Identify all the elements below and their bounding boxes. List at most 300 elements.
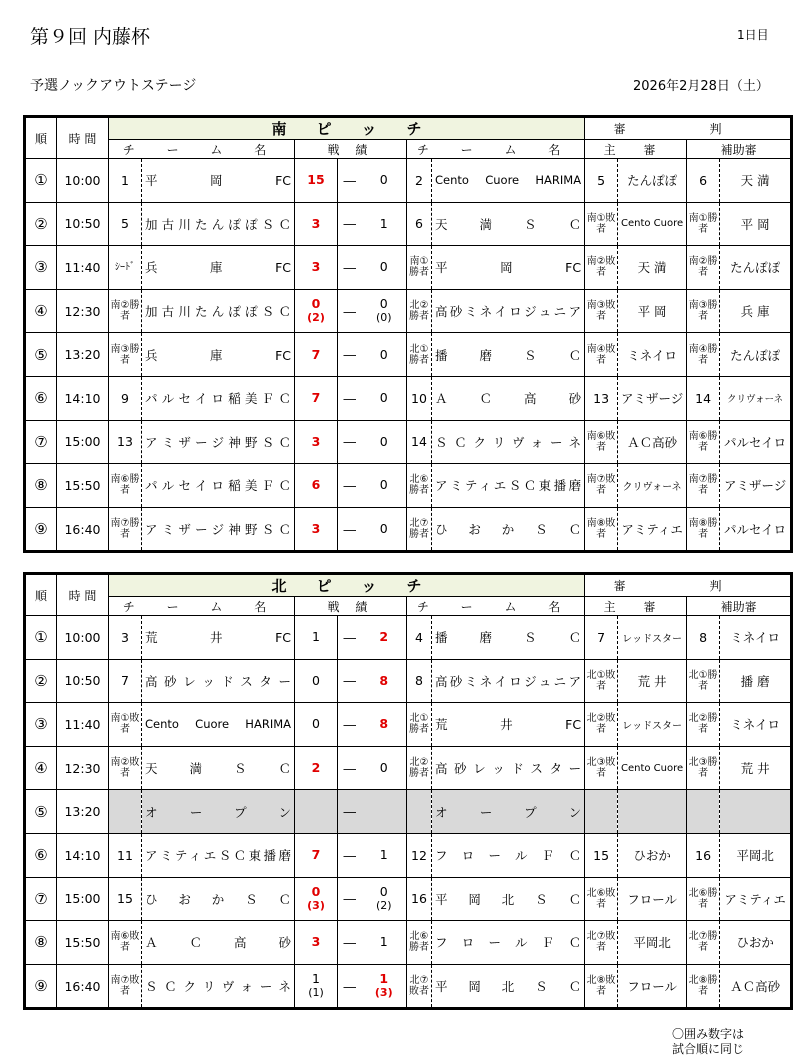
pitch-name: 北 ピ ッ チ [109, 575, 585, 597]
team1-goals: 3 [311, 259, 321, 275]
result-dash: ― [338, 507, 362, 551]
match-order: ④ [26, 746, 57, 790]
team1-name: ひおかＳＣ [142, 877, 295, 921]
referee-seed: 北①敗者 [585, 659, 618, 703]
team2-name: 播磨ＳＣ [432, 333, 585, 377]
match-row [26, 202, 791, 246]
team2-goals: 0 [379, 346, 388, 362]
team1-seed: ｼｰﾄﾞ [109, 246, 142, 290]
team2-name: 荒井FC [432, 703, 585, 747]
assistant-team: 平岡北 [720, 833, 791, 877]
team1-goals: 1 [312, 971, 320, 987]
match-order: ⑨ [26, 964, 57, 1008]
referee-seed: 北⑥敗者 [585, 877, 618, 921]
match-order: ⑨ [26, 507, 57, 551]
team2-seed: 8 [407, 659, 432, 703]
referee-team: アミザージ [618, 376, 687, 420]
match-time: 13:20 [57, 790, 109, 834]
col-team-1: チ ー ム 名 [109, 140, 295, 159]
assistant-seed [687, 790, 720, 834]
assistant-team: 荒 井 [720, 746, 791, 790]
referee-seed: 南①敗者 [585, 202, 618, 246]
referee-seed: 15 [585, 833, 618, 877]
result-dash: ― [338, 877, 362, 921]
team1-name: アミザージ神野ＳＣ [142, 420, 295, 464]
north-pitch-schedule [25, 574, 791, 1008]
referee-team [618, 790, 687, 834]
team2-goals: 0 [379, 760, 388, 776]
team2-name: Cento Cuore HARIMA [432, 159, 585, 203]
team2-seed: 12 [407, 833, 432, 877]
result-dash: ― [338, 659, 362, 703]
team1-goals: 7 [311, 390, 321, 406]
team2-goals: 0 [379, 259, 388, 275]
team2-name: 天満ＳＣ [432, 202, 585, 246]
team2-score [362, 159, 407, 203]
referee-team: レッドスター [618, 703, 687, 747]
team2-name: 平岡FC [432, 246, 585, 290]
assistant-team: たんぽぽ [720, 333, 791, 377]
col-order: 順 [26, 118, 57, 159]
team1-seed: 南⑥勝者 [109, 464, 142, 508]
result-dash: ― [338, 790, 362, 834]
team1-score [295, 289, 338, 333]
team2-goals: 1 [379, 215, 388, 231]
team2-name: フロールＦＣ [432, 833, 585, 877]
assistant-team: 兵 庫 [720, 289, 791, 333]
match-time: 14:10 [57, 833, 109, 877]
team1-score [295, 921, 338, 965]
team2-seed: 北②勝者 [407, 289, 432, 333]
col-referee: 審 判 [585, 118, 791, 140]
match-row [26, 333, 791, 377]
team2-seed: 2 [407, 159, 432, 203]
footnote: 〇囲み数字は 試合順に同じ [672, 1027, 745, 1056]
team1-seed: 南②勝者 [109, 289, 142, 333]
team1-score [295, 659, 338, 703]
match-time: 13:20 [57, 333, 109, 377]
team1-score [295, 964, 338, 1008]
assistant-seed: 北⑥勝者 [687, 877, 720, 921]
team1-score [295, 790, 338, 834]
referee-seed: 南⑧敗者 [585, 507, 618, 551]
referee-team: Cento Cuore [618, 202, 687, 246]
result-dash: ― [338, 376, 362, 420]
team1-goals: 0 [311, 883, 321, 899]
referee-seed: 南③敗者 [585, 289, 618, 333]
match-row [26, 464, 791, 508]
assistant-team: パルセイロ [720, 420, 791, 464]
team1-seed: 南⑥敗者 [109, 921, 142, 965]
col-result: 戦 績 [295, 597, 407, 616]
team1-seed [109, 790, 142, 834]
team1-score [295, 159, 338, 203]
team2-name: 播磨ＳＣ [432, 616, 585, 660]
team1-name: 平岡FC [142, 159, 295, 203]
team1-seed: 南⑦敗者 [109, 964, 142, 1008]
result-dash: ― [338, 289, 362, 333]
referee-seed: 北⑧敗者 [585, 964, 618, 1008]
referee-team: ＡＣ高砂 [618, 420, 687, 464]
team2-name: ＡＣ高砂 [432, 376, 585, 420]
col-team-2: チ ー ム 名 [407, 597, 585, 616]
team2-score [362, 703, 407, 747]
assistant-seed: 南⑥勝者 [687, 420, 720, 464]
referee-team: ミネイロ [618, 333, 687, 377]
team1-goals: 0 [312, 716, 320, 732]
team1-goals: 7 [311, 847, 321, 863]
team2-seed: 北②勝者 [407, 746, 432, 790]
assistant-seed: 北②勝者 [687, 703, 720, 747]
match-row [26, 790, 791, 834]
team1-name: 荒井FC [142, 616, 295, 660]
team2-seed [407, 790, 432, 834]
result-dash: ― [338, 746, 362, 790]
referee-seed: 北②敗者 [585, 703, 618, 747]
team2-seed: 北①勝者 [407, 703, 432, 747]
referee-team: 平 岡 [618, 289, 687, 333]
match-time: 12:30 [57, 746, 109, 790]
team2-seed: 14 [407, 420, 432, 464]
match-order: ⑧ [26, 921, 57, 965]
assistant-team: 播 磨 [720, 659, 791, 703]
day-label: 1日目 [737, 28, 769, 42]
team1-goals: 0 [312, 672, 320, 688]
match-time: 16:40 [57, 964, 109, 1008]
team2-pk: (0) [375, 311, 392, 325]
assistant-seed: 南④勝者 [687, 333, 720, 377]
assistant-seed: 北①勝者 [687, 659, 720, 703]
team2-score [362, 246, 407, 290]
team2-goals: 2 [379, 629, 389, 645]
match-time: 14:10 [57, 376, 109, 420]
assistant-seed: 8 [687, 616, 720, 660]
team2-score [362, 464, 407, 508]
document-title: 第９回 内藤杯 [30, 26, 151, 48]
stage-label: 予選ノックアウトステージ [30, 78, 197, 94]
team2-goals: 0 [379, 521, 388, 537]
result-dash: ― [338, 921, 362, 965]
team1-goals: 15 [307, 172, 325, 188]
match-row [26, 877, 791, 921]
team1-seed: 南⑦勝者 [109, 507, 142, 551]
team2-name: 高砂レッドスター [432, 746, 585, 790]
date-label: 2026年2月28日（土） [633, 79, 769, 94]
col-team-1: チ ー ム 名 [109, 597, 295, 616]
team2-name: アミティエＳＣ東播磨 [432, 464, 585, 508]
team2-goals: 8 [379, 672, 389, 688]
team2-score [362, 790, 407, 834]
referee-seed: 南④敗者 [585, 333, 618, 377]
result-dash: ― [338, 420, 362, 464]
team2-name: ＳＣクリヴォーネ [432, 420, 585, 464]
team1-goals: 0 [311, 296, 321, 312]
match-row [26, 659, 791, 703]
referee-team: レッドスター [618, 616, 687, 660]
team1-goals: 3 [311, 521, 321, 537]
assistant-seed: 14 [687, 376, 720, 420]
referee-team: クリヴォーネ [618, 464, 687, 508]
referee-seed: 南②敗者 [585, 246, 618, 290]
match-time: 15:00 [57, 420, 109, 464]
team1-seed: 1 [109, 159, 142, 203]
referee-seed: 北③敗者 [585, 746, 618, 790]
team1-seed: 15 [109, 877, 142, 921]
match-time: 10:50 [57, 202, 109, 246]
assistant-seed: 南②勝者 [687, 246, 720, 290]
team1-score [295, 376, 338, 420]
team1-name: 加古川たんぽぽＳＣ [142, 289, 295, 333]
pitch-name: 南 ピ ッ チ [109, 118, 585, 140]
match-row [26, 289, 791, 333]
team2-seed: 北⑦勝者 [407, 507, 432, 551]
result-dash: ― [338, 202, 362, 246]
col-main-referee: 主 審 [585, 597, 687, 616]
assistant-team: パルセイロ [720, 507, 791, 551]
team2-name: 高砂ミネイロジュニア [432, 289, 585, 333]
result-dash: ― [338, 159, 362, 203]
team2-name: 高砂ミネイロジュニア [432, 659, 585, 703]
result-dash: ― [338, 616, 362, 660]
match-order: ⑥ [26, 376, 57, 420]
referee-seed [585, 790, 618, 834]
col-team-2: チ ー ム 名 [407, 140, 585, 159]
team2-seed: 6 [407, 202, 432, 246]
referee-team: フロール [618, 877, 687, 921]
assistant-seed: 北③勝者 [687, 746, 720, 790]
team1-name: オープン [142, 790, 295, 834]
match-order: ① [26, 159, 57, 203]
team1-score [295, 616, 338, 660]
match-order: ② [26, 659, 57, 703]
team2-seed: 10 [407, 376, 432, 420]
team2-goals: 0 [379, 477, 388, 493]
team1-goals: 3 [311, 433, 321, 449]
team2-goals: 0 [379, 172, 388, 188]
assistant-team: ミネイロ [720, 616, 791, 660]
referee-seed: 南⑦敗者 [585, 464, 618, 508]
referee-seed: 13 [585, 376, 618, 420]
match-order: ⑤ [26, 333, 57, 377]
match-time: 16:40 [57, 507, 109, 551]
team1-score [295, 246, 338, 290]
match-order: ⑦ [26, 877, 57, 921]
result-dash: ― [338, 833, 362, 877]
match-time: 11:40 [57, 246, 109, 290]
col-referee: 審 判 [585, 575, 791, 597]
match-row [26, 964, 791, 1008]
team1-name: 高砂レッドスター [142, 659, 295, 703]
referee-team: たんぽぽ [618, 159, 687, 203]
team2-score [362, 964, 407, 1008]
team1-name: 加古川たんぽぽＳＣ [142, 202, 295, 246]
team2-goals: 0 [379, 296, 388, 312]
team1-score [295, 420, 338, 464]
match-time: 10:50 [57, 659, 109, 703]
team2-name: フロールＦＣ [432, 921, 585, 965]
result-dash: ― [338, 246, 362, 290]
assistant-team: ＡＣ高砂 [720, 964, 791, 1008]
team2-seed: 北⑥勝者 [407, 921, 432, 965]
team1-name: ＳＣクリヴォーネ [142, 964, 295, 1008]
referee-team: 天 満 [618, 246, 687, 290]
referee-team: Cento Cuore [618, 746, 687, 790]
team2-seed: 4 [407, 616, 432, 660]
assistant-seed: 南⑦勝者 [687, 464, 720, 508]
team2-score [362, 616, 407, 660]
team2-seed: 北⑦敗者 [407, 964, 432, 1008]
team1-seed: 5 [109, 202, 142, 246]
assistant-team: 平 岡 [720, 202, 791, 246]
team2-score [362, 921, 407, 965]
referee-team: フロール [618, 964, 687, 1008]
result-dash: ― [338, 964, 362, 1008]
team2-seed: 北①勝者 [407, 333, 432, 377]
team2-seed: 南①勝者 [407, 246, 432, 290]
match-time: 11:40 [57, 703, 109, 747]
match-order: ⑤ [26, 790, 57, 834]
team2-score [362, 877, 407, 921]
team2-pk: (2) [375, 898, 392, 912]
referee-team: アミティエ [618, 507, 687, 551]
team1-score [295, 746, 338, 790]
team1-score [295, 202, 338, 246]
match-time: 15:50 [57, 464, 109, 508]
team1-name: パルセイロ稲美ＦＣ [142, 376, 295, 420]
team1-pk: (3) [307, 898, 325, 912]
referee-seed: 7 [585, 616, 618, 660]
referee-team: ひおか [618, 833, 687, 877]
team1-score [295, 464, 338, 508]
assistant-team [720, 790, 791, 834]
team2-seed: 北⑥勝者 [407, 464, 432, 508]
team2-name: 平岡北ＳＣ [432, 964, 585, 1008]
assistant-seed: 16 [687, 833, 720, 877]
team1-name: 天満ＳＣ [142, 746, 295, 790]
team1-seed: 7 [109, 659, 142, 703]
assistant-team: たんぽぽ [720, 246, 791, 290]
assistant-seed: 南①勝者 [687, 202, 720, 246]
assistant-team: ミネイロ [720, 703, 791, 747]
team2-seed: 16 [407, 877, 432, 921]
match-order: ⑧ [26, 464, 57, 508]
team1-goals: 3 [311, 215, 321, 231]
match-order: ④ [26, 289, 57, 333]
team2-score [362, 746, 407, 790]
team2-name: オープン [432, 790, 585, 834]
match-time: 15:50 [57, 921, 109, 965]
team1-name: Cento Cuore HARIMA [142, 703, 295, 747]
col-main-referee: 主 審 [585, 140, 687, 159]
assistant-seed: 6 [687, 159, 720, 203]
south-pitch-schedule [25, 117, 791, 551]
team1-goals: 1 [312, 629, 320, 645]
assistant-team: アミザージ [720, 464, 791, 508]
team1-name: 兵庫FC [142, 246, 295, 290]
assistant-team: 天 満 [720, 159, 791, 203]
match-order: ⑦ [26, 420, 57, 464]
team2-goals: 0 [379, 883, 388, 899]
team2-goals: 1 [379, 847, 388, 863]
team1-pk: (1) [308, 986, 324, 1000]
match-row [26, 507, 791, 551]
team1-name: アミザージ神野ＳＣ [142, 507, 295, 551]
result-dash: ― [338, 333, 362, 377]
team2-score [362, 333, 407, 377]
match-order: ① [26, 616, 57, 660]
team1-score [295, 877, 338, 921]
assistant-team: ひおか [720, 921, 791, 965]
assistant-seed: 北⑧勝者 [687, 964, 720, 1008]
col-assistant-referee: 補助審 [687, 140, 791, 159]
team2-name: 平岡北ＳＣ [432, 877, 585, 921]
team2-score [362, 202, 407, 246]
match-order: ② [26, 202, 57, 246]
team1-score [295, 333, 338, 377]
team2-score [362, 289, 407, 333]
match-row [26, 921, 791, 965]
team2-score [362, 507, 407, 551]
team2-goals: 1 [379, 971, 389, 987]
match-row [26, 616, 791, 660]
match-time: 10:00 [57, 616, 109, 660]
team1-seed: 13 [109, 420, 142, 464]
team1-seed: 9 [109, 376, 142, 420]
referee-seed: 北⑦敗者 [585, 921, 618, 965]
result-dash: ― [338, 464, 362, 508]
match-row [26, 246, 791, 290]
assistant-team: クリヴォーネ [720, 376, 791, 420]
team1-pk: (2) [307, 311, 325, 325]
col-time: 時 間 [57, 118, 109, 159]
team1-goals: 3 [311, 934, 321, 950]
team1-seed: 南③勝者 [109, 333, 142, 377]
team1-score [295, 833, 338, 877]
team1-seed: 南①敗者 [109, 703, 142, 747]
referee-team: 荒 井 [618, 659, 687, 703]
match-time: 10:00 [57, 159, 109, 203]
match-time: 15:00 [57, 877, 109, 921]
team1-name: 兵庫FC [142, 333, 295, 377]
team2-name: ひおかＳＣ [432, 507, 585, 551]
team2-goals: 8 [379, 716, 389, 732]
result-dash: ― [338, 703, 362, 747]
assistant-team: アミティエ [720, 877, 791, 921]
team1-score [295, 703, 338, 747]
match-order: ③ [26, 703, 57, 747]
team1-name: パルセイロ稲美ＦＣ [142, 464, 295, 508]
team2-pk: (3) [374, 986, 393, 1000]
team2-goals: 0 [379, 390, 388, 406]
match-row [26, 420, 791, 464]
team1-score [295, 507, 338, 551]
assistant-seed: 南③勝者 [687, 289, 720, 333]
team2-score [362, 659, 407, 703]
match-row [26, 746, 791, 790]
team1-name: アミティエＳＣ東播磨 [142, 833, 295, 877]
team2-goals: 0 [379, 433, 388, 449]
col-assistant-referee: 補助審 [687, 597, 791, 616]
match-order: ⑥ [26, 833, 57, 877]
match-row [26, 703, 791, 747]
referee-seed: 南⑥敗者 [585, 420, 618, 464]
assistant-seed: 北⑦勝者 [687, 921, 720, 965]
referee-seed: 5 [585, 159, 618, 203]
team1-seed: 南②敗者 [109, 746, 142, 790]
team1-seed: 11 [109, 833, 142, 877]
team1-goals: 7 [311, 346, 321, 362]
match-time: 12:30 [57, 289, 109, 333]
